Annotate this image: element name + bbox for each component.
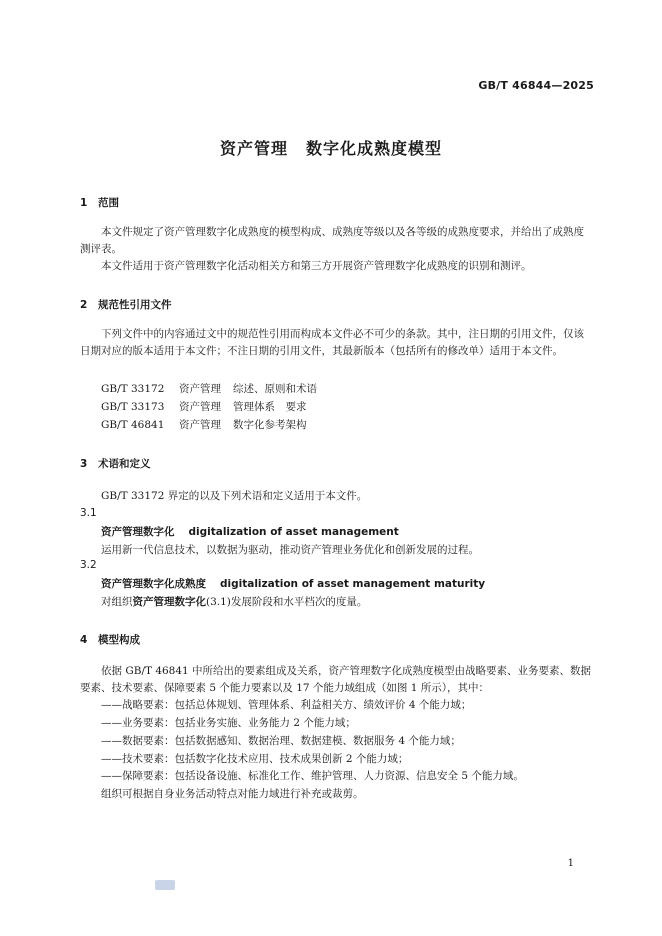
- section-title: 模型构成: [98, 634, 140, 646]
- term-number: 3.1: [80, 507, 97, 519]
- section-2-heading: [80, 297, 172, 312]
- definition-suffix: (3.1)发展阶段和水平档次的度量。: [206, 596, 368, 608]
- normative-reference: [101, 417, 307, 433]
- section-1-paragraph-1: 本文件规定了资产管理数字化成熟度的模型构成、成熟度等级以及各等级的成熟度要求，并给出了成熟度测评表。: [80, 226, 584, 255]
- reference-name: 资产管理: [179, 383, 221, 395]
- reference-desc: 管理体系 要求: [233, 401, 307, 413]
- section-4-heading: [80, 632, 140, 647]
- term-english: digitalization of asset management maturity: [220, 578, 486, 590]
- section-4-paragraph-1: 依据 GB/T 46841 中所给出的要素组成及关系，资产管理数字化成熟度模型由战略要素、业务要素、数据要素、技术要素、保障要素 5 个能力要素以及 17 个能力域组成（如图 1 所示），其中：: [80, 665, 592, 694]
- section-number: 3: [80, 458, 88, 470]
- section-number: 4: [80, 634, 88, 646]
- term-entry: [101, 576, 485, 591]
- term-english: digitalization of asset management: [188, 526, 399, 538]
- reference-desc: 数字化参考架构: [233, 419, 307, 431]
- document-number: GB/T 46844—2025: [478, 79, 594, 92]
- title-part1: 资产管理: [219, 139, 288, 158]
- reference-name: 资产管理: [179, 401, 221, 413]
- term-chinese: 资产管理数字化成熟度: [101, 578, 206, 590]
- section-title: 规范性引用文件: [98, 299, 172, 311]
- term-number: 3.2: [80, 559, 97, 571]
- list-item: ——战略要素：包括总体规划、管理体系、利益相关方、绩效评价 4 个能力域；: [101, 699, 472, 711]
- page-title: [0, 136, 662, 159]
- reference-name: 资产管理: [179, 419, 221, 431]
- normative-reference: [101, 399, 307, 415]
- term-definition: [101, 594, 367, 610]
- section-title: 范围: [98, 197, 119, 209]
- section-number: 1: [80, 197, 88, 209]
- reference-desc: 综述、原则和术语: [233, 383, 317, 395]
- section-title: 术语和定义: [98, 458, 151, 470]
- reference-code: GB/T 33172: [101, 383, 165, 395]
- section-2-paragraph-1: 下列文件中的内容通过文中的规范性引用而构成本文件必不可少的条款。其中，注日期的引用文件，仅该日期对应的版本适用于本文件；不注日期的引用文件，其最新版本（包括所有的修改单）适用于本文件。: [80, 328, 584, 357]
- section-1-heading: [80, 195, 119, 210]
- section-1-paragraph-2: 本文件适用于资产管理数字化活动相关方和第三方开展资产管理数字化成熟度的识别和测评。: [101, 260, 532, 272]
- list-item: ——保障要素：包括设备设施、标准化工作、维护管理、人力资源、信息安全 5 个能力域。: [101, 770, 524, 782]
- term-definition: 运用新一代信息技术，以数据为驱动，推动资产管理业务优化和创新发展的过程。: [101, 544, 479, 556]
- list-item: ——业务要素：包括业务实施、业务能力 2 个能力域；: [101, 717, 356, 729]
- list-item: ——数据要素：包括数据感知、数据治理、数据建模、数据服务 4 个能力域；: [101, 735, 461, 747]
- section-number: 2: [80, 299, 88, 311]
- section-3-heading: [80, 456, 151, 471]
- reference-code: GB/T 33173: [101, 401, 165, 413]
- definition-prefix: 对组织: [101, 596, 133, 608]
- normative-reference: [101, 381, 317, 397]
- term-entry: [101, 524, 399, 539]
- title-part2: 数字化成熟度模型: [306, 139, 443, 158]
- watermark-mark: [155, 880, 175, 890]
- definition-term-reference: 资产管理数字化: [132, 596, 206, 608]
- section-3-intro: GB/T 33172 界定的以及下列术语和定义适用于本文件。: [101, 490, 368, 502]
- page-number: 1: [567, 858, 574, 869]
- section-4-paragraph-2: 组织可根据自身业务活动特点对能力域进行补充或裁剪。: [101, 788, 364, 800]
- reference-code: GB/T 46841: [101, 419, 165, 431]
- term-chinese: 资产管理数字化: [101, 526, 175, 538]
- list-item: ——技术要素：包括数字化技术应用、技术成果创新 2 个能力域；: [101, 753, 409, 765]
